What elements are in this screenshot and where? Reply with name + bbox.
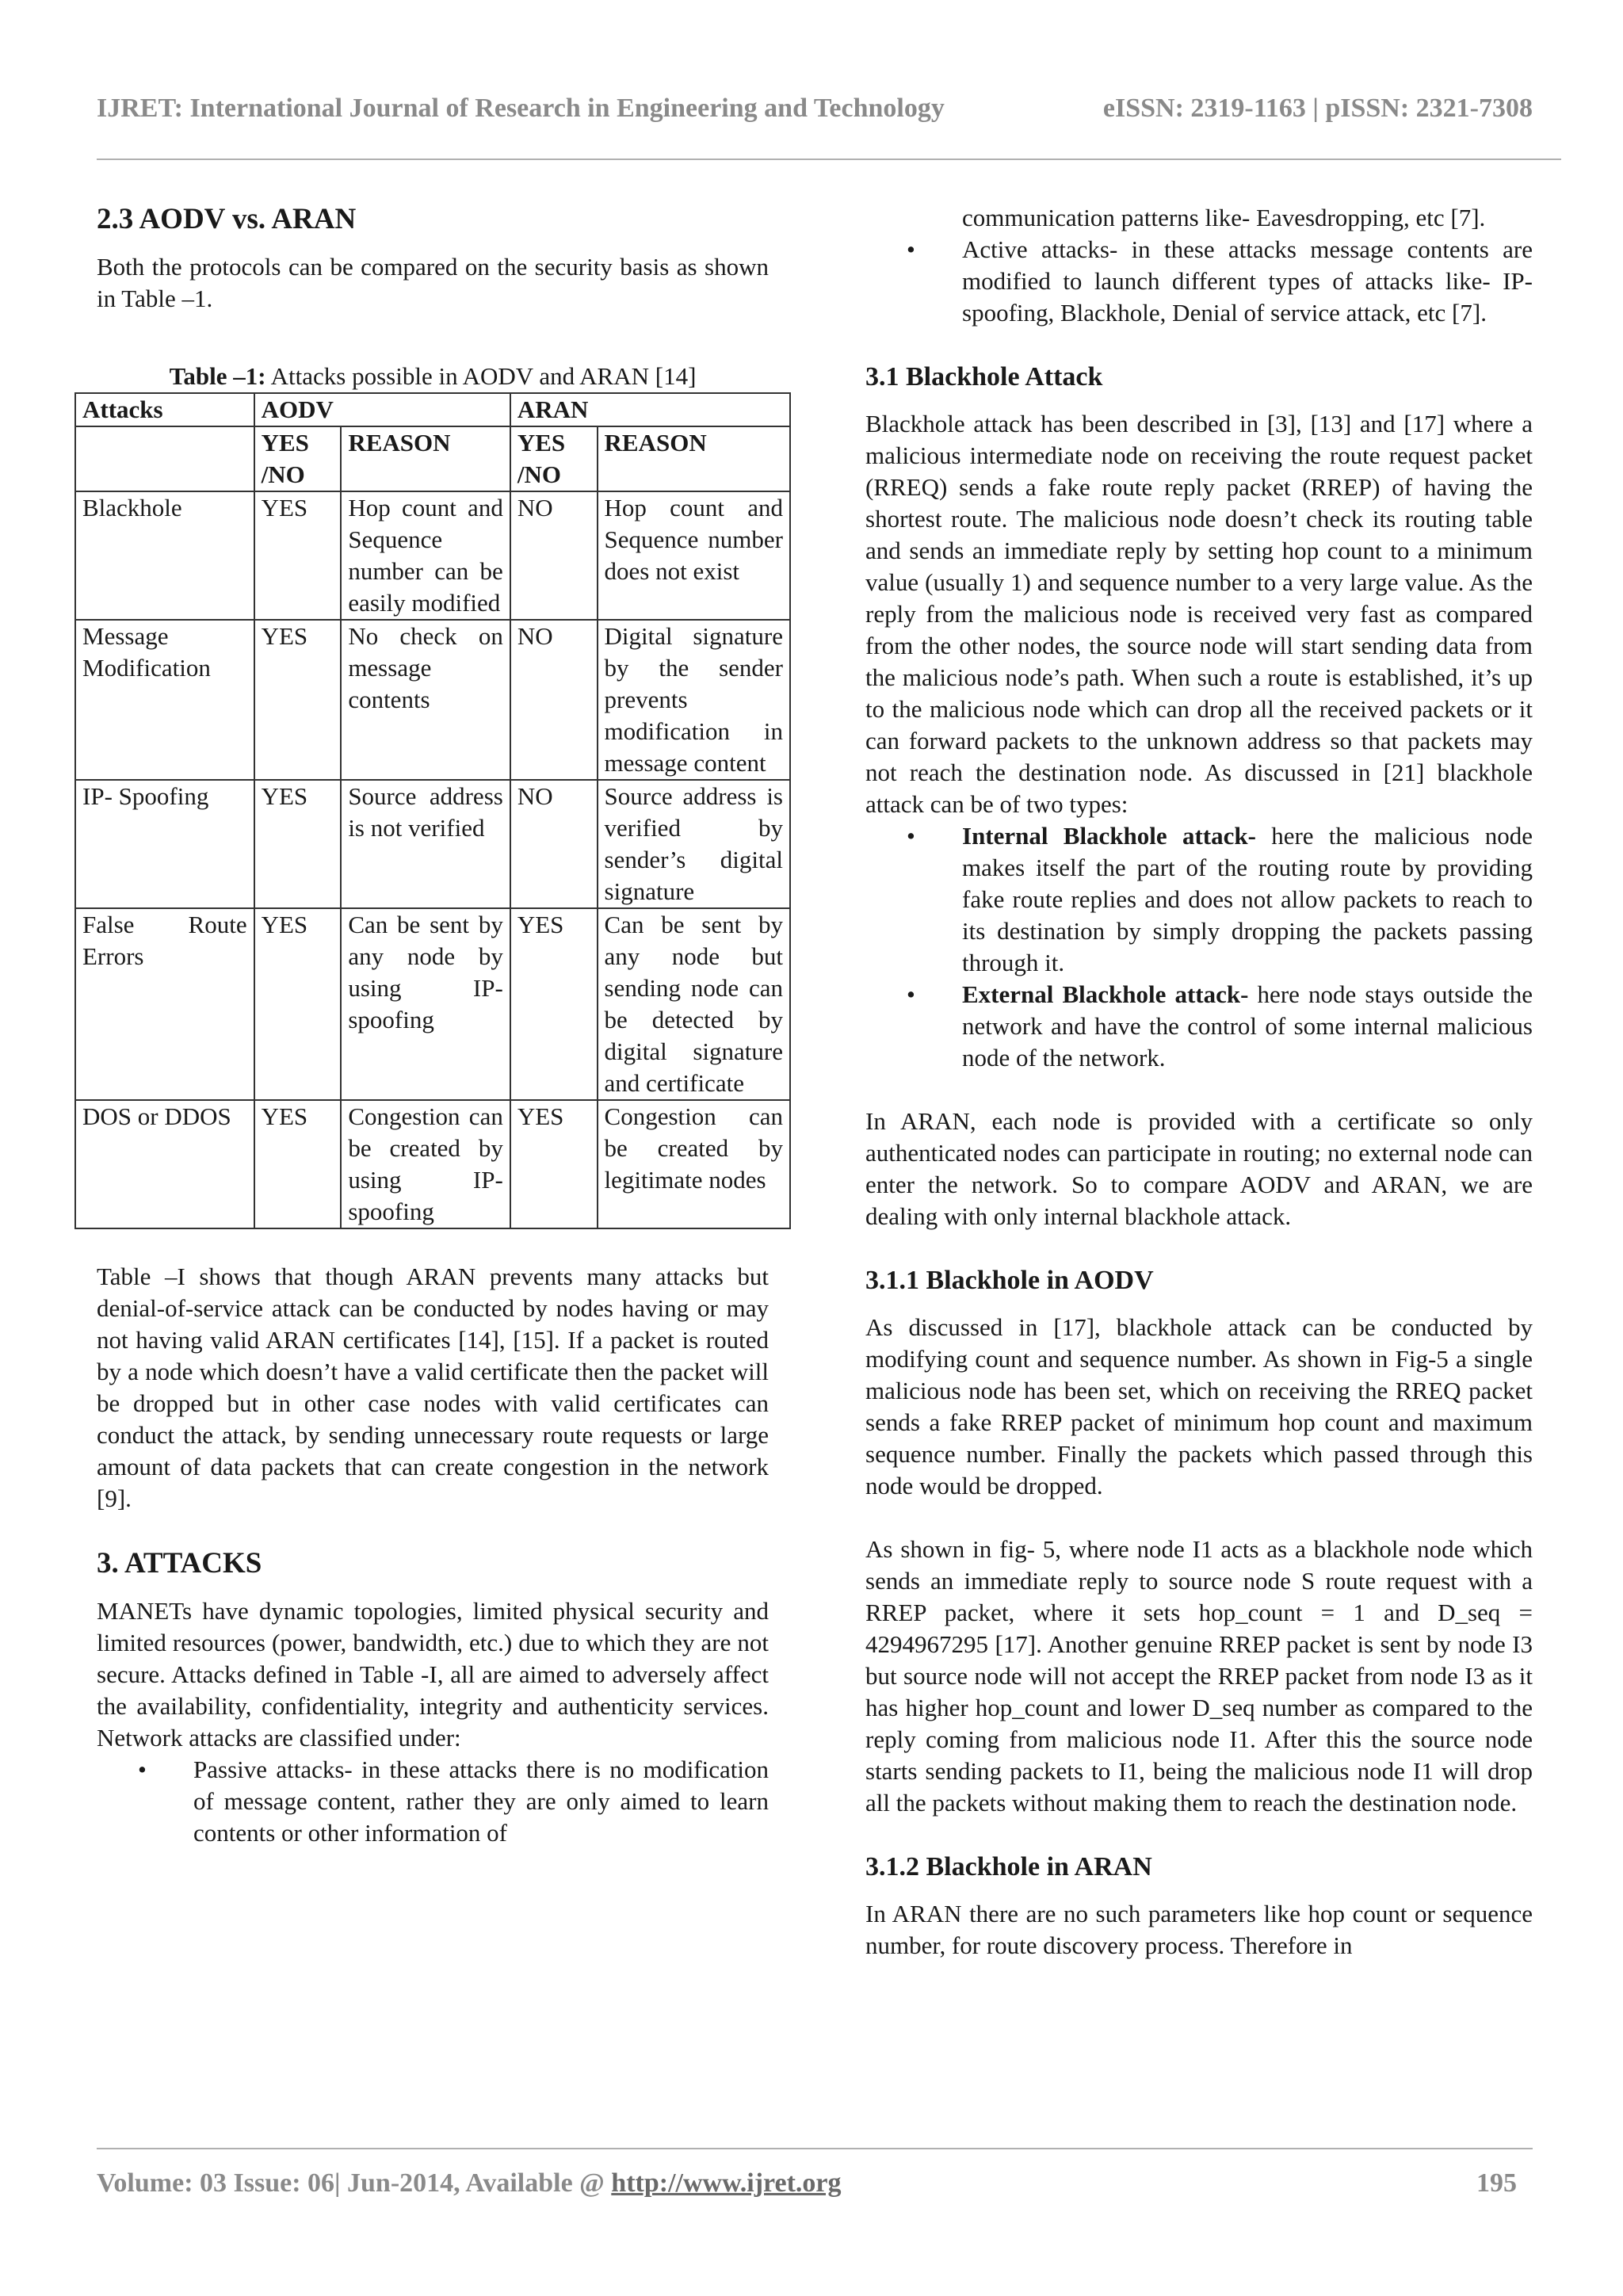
cell-aodv-yesno: YES	[254, 908, 342, 1100]
header-empty	[75, 426, 254, 491]
cell-aran-reason: Source address is verified by sender’s digital signature	[598, 780, 790, 908]
cell-aodv-reason: Source address is not verified	[341, 780, 510, 908]
right-column	[865, 202, 1533, 1962]
header-aodv-reason: REASON	[341, 426, 510, 491]
table-row	[75, 780, 790, 908]
cell-aodv-yesno: YES	[254, 491, 342, 620]
blackhole-types-list	[865, 820, 1533, 1074]
section-3-text: MANETs have dynamic topologies, limited physical security and limited resources (power, bandwidth, etc.) due to which they are not secure. Attacks defined in Table -I, all are aimed to adversely affect the availability, confidentiality, integrity and authenticity services. Network attacks are classified under:	[97, 1597, 769, 1752]
passive-attacks-continued: communication patterns like- Eavesdropping, etc [7].	[962, 204, 1486, 231]
cell-attack: IP- Spoofing	[75, 780, 254, 908]
external-blackhole-text: here node stays outside the network and have the control of some internal malicious node of the network.	[962, 980, 1533, 1072]
page-number: 195	[1476, 2168, 1517, 2198]
table-caption-label: Table –1:	[169, 362, 266, 390]
section-3-title: 3. ATTACKS	[97, 1547, 262, 1580]
cell-attack: Blackhole	[75, 491, 254, 620]
table-row	[75, 908, 790, 1100]
header-aran-reason: REASON	[598, 426, 790, 491]
attack-types-list-continued	[865, 202, 1533, 329]
table-row	[75, 491, 790, 620]
journal-link[interactable]: http://www.ijret.org	[611, 2168, 842, 2198]
table-caption	[97, 361, 769, 392]
bullet-icon: •	[907, 235, 915, 263]
attack-types-list	[97, 1754, 769, 1849]
external-blackhole-label: External Blackhole attack-	[962, 980, 1249, 1008]
section-2-3-text: Both the protocols can be compared on the security basis as shown in Table –1.	[97, 253, 769, 312]
volume-info: Volume: 03 Issue: 06| Jun-2014, Available @	[97, 2168, 612, 2198]
list-item	[865, 202, 1533, 234]
aran-certificate-text: In ARAN, each node is provided with a certificate so only authenticated nodes can participate in routing; no external node can enter the network. So to compare AODV and ARAN, we are dealing with only internal blackhole attack.	[865, 1107, 1533, 1230]
section-2-3-title: 2.3 AODV vs. ARAN	[97, 203, 357, 235]
cell-aran-reason: Digital signature by the sender prevents modification in message content	[598, 620, 790, 780]
section-3-1-1-title: 3.1.1 Blackhole in AODV	[865, 1266, 1154, 1295]
cell-aodv-reason: Can be sent by any node by using IP-spoofing	[341, 908, 510, 1100]
table-row	[75, 1100, 790, 1228]
header-aodv-yesno: YES /NO	[254, 426, 342, 491]
journal-name: IJRET: International Journal of Research in Engineering and Technology	[97, 94, 945, 123]
cell-attack: DOS or DDOS	[75, 1100, 254, 1228]
header-attacks: Attacks	[75, 393, 254, 426]
internal-blackhole-label: Internal Blackhole attack-	[962, 822, 1256, 850]
cell-aran-reason: Hop count and Sequence number does not exist	[598, 491, 790, 620]
section-3-1-2-text: In ARAN there are no such parameters like hop count or sequence number, for route discovery process. Therefore in	[865, 1900, 1533, 1959]
cell-aran-yesno: NO	[510, 780, 598, 908]
cell-aodv-yesno: YES	[254, 1100, 342, 1228]
page-header	[97, 94, 1533, 141]
cell-aodv-yesno: YES	[254, 620, 342, 780]
internal-blackhole-text: here the malicious node makes itself the part of the routing route by providing fake route replies and does not allow packets to reach to its destination by simply dropping the packets passing through it.	[962, 822, 1533, 976]
cell-aran-yesno: NO	[510, 491, 598, 620]
table-subheader-row	[75, 426, 790, 491]
bullet-icon: •	[907, 980, 915, 1008]
header-aran-yesno: YES /NO	[510, 426, 598, 491]
section-3-1-1-text-2: As shown in fig- 5, where node I1 acts as a blackhole node which sends an immediate reply to source node S route request with a RREP packet, where it sets hop_count = 1 and D_seq = 4294967295 [17]. Another genuine RREP packet is sent by node I3 but source node will not accept the RREP packet from node I3 as it has higher hop_count and lower D_seq number as compared to the reply coming from malicious node I1. After this the source node starts sending packets to I1, being the malicious node I1 will drop all the packets without making them to reach the destination node.	[865, 1535, 1533, 1817]
passive-attacks-text: Passive attacks- in these attacks there is no modification of message content, rather they are only aimed to learn contents or other information of	[193, 1755, 769, 1847]
cell-attack: False Route Errors	[75, 908, 254, 1100]
header-divider	[97, 159, 1561, 160]
list-item	[865, 820, 1533, 979]
table-caption-text: Attacks possible in AODV and ARAN [14]	[265, 362, 697, 390]
bullet-icon: •	[907, 822, 915, 850]
section-3-1-text: Blackhole attack has been described in [3], [13] and [17] where a malicious intermediate node on receiving the route request packet (RREQ) sends a fake route reply packet (RREP) of having the shortest route. The malicious node doesn’t check its routing table and sends an immediate reply by setting hop count to a minimum value (usually 1) and sequence number to a very large value. As the reply from the malicious node is received very fast as compared from the other nodes, the source node will start sending data from the malicious node’s path. When such a route is established, it’s up to the malicious node which can drop all the received packets or it can forward packets to the unknown address so that packets may not reach the destination node. As discussed in [21] blackhole attack can be of two types:	[865, 410, 1533, 818]
cell-aran-yesno: YES	[510, 908, 598, 1100]
section-3-1-2-title: 3.1.2 Blackhole in ARAN	[865, 1852, 1152, 1881]
cell-aodv-reason: Hop count and Sequence number can be easily modified	[341, 491, 510, 620]
footer-divider	[97, 2148, 1533, 2149]
section-3-1-1-text-1: As discussed in [17], blackhole attack can be conducted by modifying count and sequence number. As shown in Fig-5 a single malicious node has been set, which on receiving the RREQ packet sends a fake RREP packet of minimum hop count and maximum sequence number. Finally the packets which passed through this node would be dropped.	[865, 1313, 1533, 1499]
list-item	[97, 1754, 769, 1849]
cell-aodv-reason: Congestion can be created by using IP-spoofing	[341, 1100, 510, 1228]
cell-aran-yesno: NO	[510, 620, 598, 780]
cell-aran-yesno: YES	[510, 1100, 598, 1228]
cell-aodv-reason: No check on message contents	[341, 620, 510, 780]
bullet-icon: •	[138, 1755, 147, 1783]
issn-info: eISSN: 2319-1163 | pISSN: 2321-7308	[1102, 94, 1533, 123]
table-row	[75, 620, 790, 780]
list-item	[865, 979, 1533, 1074]
cell-aran-reason: Congestion can be created by legitimate nodes	[598, 1100, 790, 1228]
cell-attack: Message Modification	[75, 620, 254, 780]
left-column	[82, 202, 783, 1849]
cell-aran-reason: Can be sent by any node but sending node can be detected by digital signature and certificate	[598, 908, 790, 1100]
header-aran: ARAN	[510, 393, 790, 426]
attacks-table	[74, 392, 791, 1229]
header-aodv: AODV	[254, 393, 510, 426]
section-3-1-title: 3.1 Blackhole Attack	[865, 362, 1103, 392]
active-attacks-text: Active attacks- in these attacks message contents are modified to launch different types of attacks like- IP-spoofing, Blackhole, Denial of service attack, etc [7].	[962, 235, 1533, 327]
table-header-row	[75, 393, 790, 426]
page-footer	[97, 2168, 1517, 2199]
table-discussion-text: Table –I shows that though ARAN prevents many attacks but denial-of-service attack can be conducted by nodes having or may not having valid ARAN certificates [14], [15]. If a packet is routed by a node which doesn’t have a valid certificate then the packet will be dropped but in other case nodes with valid certificates can conduct the attack, by sending unnecessary route requests or large amount of data packets that can create congestion in the network [9].	[97, 1263, 769, 1512]
list-item	[865, 234, 1533, 329]
cell-aodv-yesno: YES	[254, 780, 342, 908]
